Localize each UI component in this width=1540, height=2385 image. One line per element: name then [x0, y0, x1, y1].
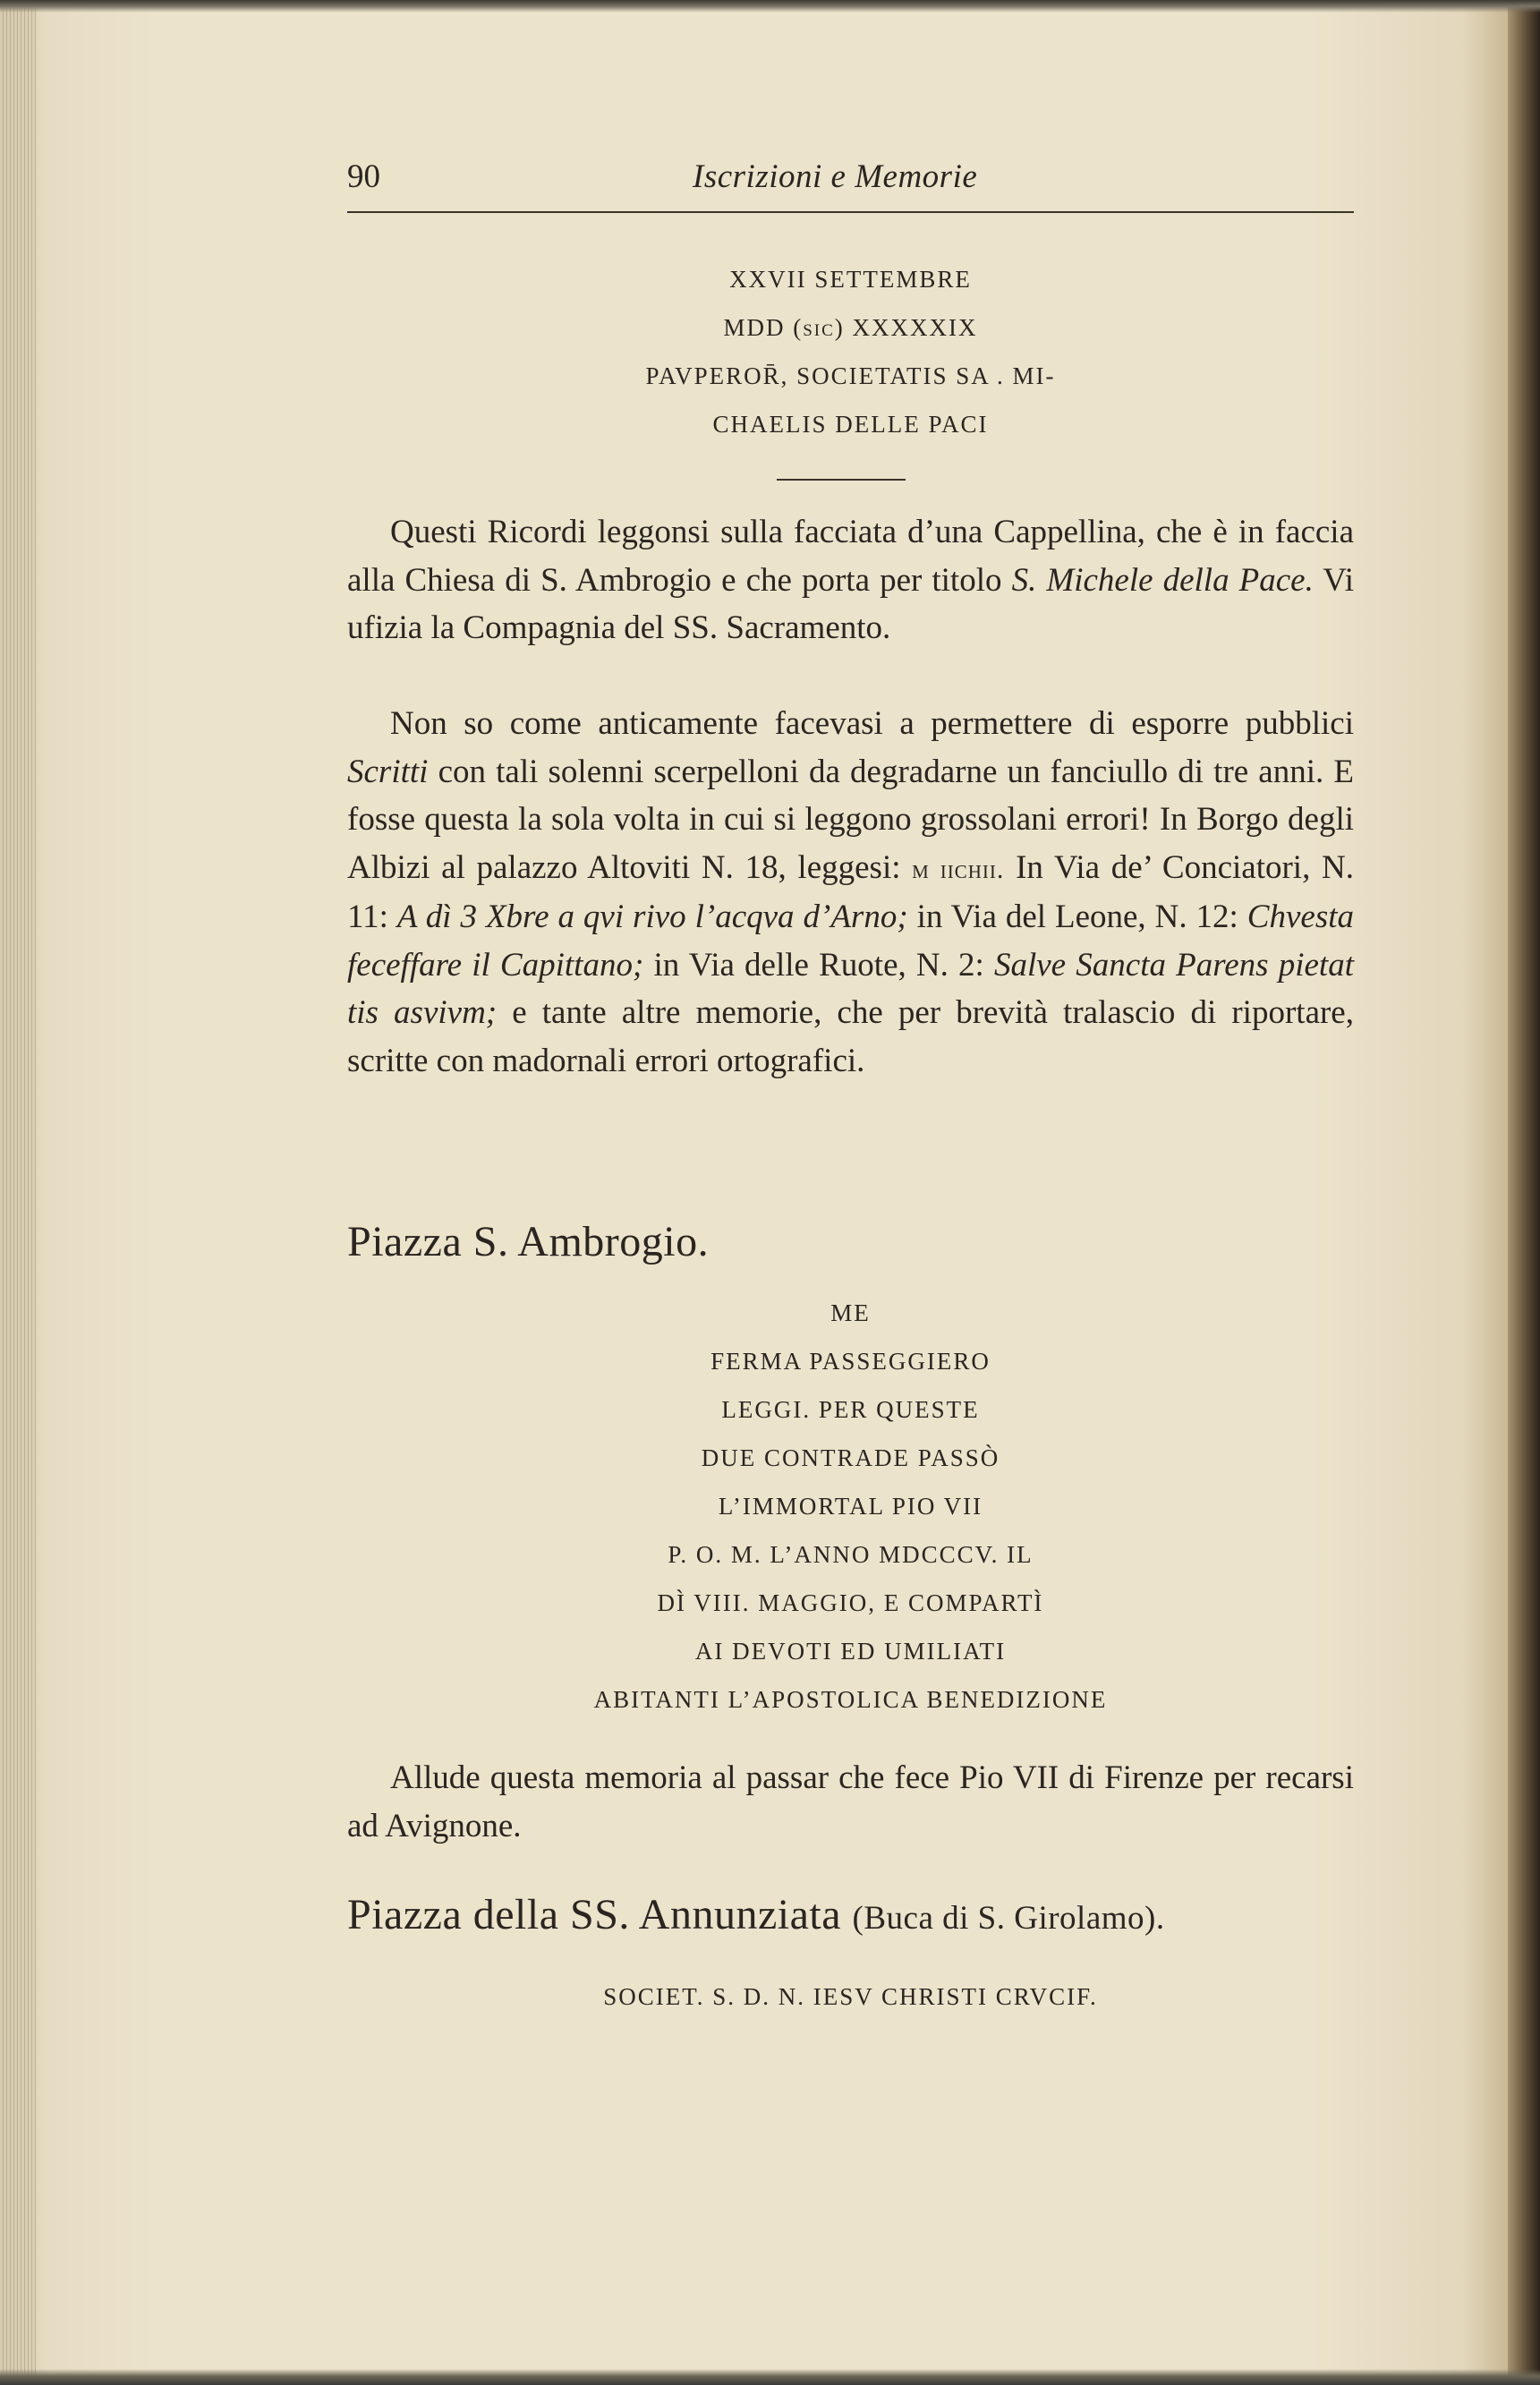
inscription-line: PAVPEROR̄, SOCIETATIS SA . MI-: [645, 362, 1056, 389]
paragraph-cappellina: [347, 508, 1354, 652]
inscription-line: ABITANTI L’APOSTOLICA BENEDIZIONE: [593, 1686, 1108, 1713]
inscription-line: P. O. M. L’ANNO MDCCCV. IL: [668, 1541, 1034, 1568]
smallcaps-quote: m iichii.: [912, 854, 1005, 884]
inscription-line: XXVII SETTEMBRE: [729, 266, 972, 293]
running-title: Iscrizioni e Memorie: [693, 158, 978, 195]
paragraph-text: Vi ufizia la Compagnia del SS. Sacramento.: [347, 561, 1354, 646]
paragraph-text: Allude questa memoria al passar che fece Pio VII di Firenze per recarsi ad Avignone.: [347, 1759, 1354, 1844]
inscription-line: SOCIET. S. D. N. IESV CHRISTI CRVCIF.: [603, 1983, 1098, 2010]
inscription-line: LEGGI. PER QUESTE: [721, 1396, 980, 1423]
paragraph-text: con tali solenni scerpelloni da degradarne un fanciullo di tre anni. E fosse questa la sola volta in cui si leggono grossolani errori! In Borgo degli Albizi al palazzo Altoviti N. 18, leggesi:: [347, 753, 1354, 886]
section-heading-title: Piazza della SS. Annunziata: [347, 1891, 842, 1938]
section-divider: [777, 479, 906, 481]
inscription-line: ME: [830, 1299, 871, 1326]
inscription-line: MDD (sic) XXXXXIX: [723, 314, 978, 341]
section-heading-piazza-ambrogio: Piazza S. Ambrogio.: [347, 1218, 710, 1265]
paragraph-text: e tante altre memorie, che per brevità tralascio di riportare, scritte con madornali errori ortografici.: [347, 994, 1354, 1079]
section-heading-piazza-annunziata: [347, 1888, 1354, 1946]
scan-bottom-edge: [0, 2369, 1540, 2385]
italic-quote: Chvesta feceffare il Capittano;: [347, 899, 1354, 984]
inscription-line: FERMA PASSEGGIERO: [710, 1348, 991, 1375]
paragraph-text: Non so come anticamente facevasi a permettere di esporre pubblici: [390, 705, 1354, 742]
paragraph-text: In Via de’ Conciatori, N. 11:: [347, 848, 1354, 935]
scan-top-edge: [0, 0, 1540, 13]
inscription-pio-vii: [347, 1289, 1354, 1724]
inscription-line: DUE CONTRADE PASSÒ: [701, 1444, 1000, 1471]
inscription-line: L’IMMORTAL PIO VII: [718, 1493, 983, 1520]
page-edge-left: [0, 0, 36, 2385]
running-header: [347, 150, 1354, 204]
inscription-societ: [347, 1972, 1354, 2021]
paragraph-text: Questi Ricordi leggonsi sulla facciata d’una Cappellina, che è in faccia alla Chiesa di S. Ambrogio e che porta per titolo: [347, 514, 1354, 599]
paragraph-text: in Via del Leone, N. 12:: [907, 899, 1247, 935]
paragraph-allude: [347, 1754, 1354, 1850]
section-heading-subtitle: (Buca di S. Girolamo).: [852, 1900, 1165, 1937]
paragraph-text: in Via delle Ruote, N. 2:: [643, 946, 994, 984]
paragraph-errori: [347, 700, 1354, 1085]
header-rule: [347, 211, 1354, 213]
inscription-line: CHAELIS DELLE PACI: [712, 411, 989, 438]
inscription-santo-michele: [347, 255, 1354, 448]
italic-word: Scritti: [347, 753, 429, 790]
inscription-line: DÌ VIII. MAGGIO, E COMPARTÌ: [657, 1589, 1044, 1616]
italic-quote: A dì 3 Xbre a qvi rivo l’acqva d’Arno;: [396, 899, 908, 935]
italic-title: S. Michele della Pace.: [1011, 561, 1314, 599]
page-edge-right: [1508, 0, 1540, 2385]
inscription-line: AI DEVOTI ED UMILIATI: [694, 1638, 1007, 1665]
italic-quote: Salve Sancta Parens pietat tis asvivm;: [347, 946, 1354, 1031]
page-number: 90: [347, 158, 380, 195]
